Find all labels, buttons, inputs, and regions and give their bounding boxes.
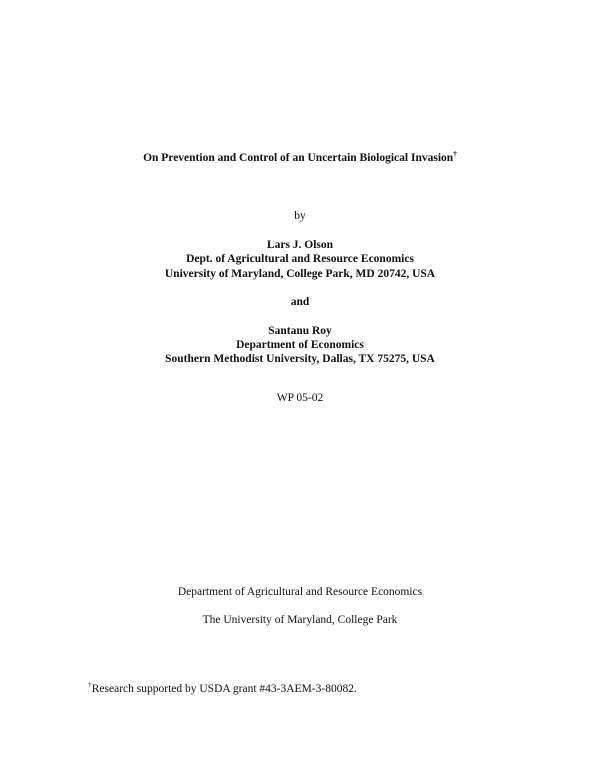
footer-institution: The University of Maryland, College Park — [202, 614, 398, 626]
footer-department: Department of Agricultural and Resource Economics — [177, 586, 423, 598]
footnote-marker: † — [88, 680, 92, 689]
author2-name: Santanu Roy — [268, 325, 332, 337]
working-paper-number: WP 05-02 — [276, 392, 324, 404]
author2-department: Department of Economics — [236, 339, 364, 351]
title-text: On Prevention and Control of an Uncertain Biological Invasion — [143, 152, 454, 164]
author1-department: Dept. of Agricultural and Resource Economics — [186, 253, 414, 265]
author1-institution: University of Maryland, College Park, MD 20742, USA — [164, 268, 436, 280]
by-label: by — [294, 210, 306, 222]
footnote-text: Research supported by USDA grant #43-3AEM-3-80082. — [91, 683, 357, 695]
author1-name: Lars J. Olson — [266, 239, 334, 251]
author2-institution: Southern Methodist University, Dallas, TX 75275, USA — [165, 353, 435, 365]
and-label: and — [290, 296, 310, 308]
title-footnote-marker: † — [453, 149, 457, 158]
paper-title — [0, 151, 600, 165]
footnote — [88, 682, 357, 696]
